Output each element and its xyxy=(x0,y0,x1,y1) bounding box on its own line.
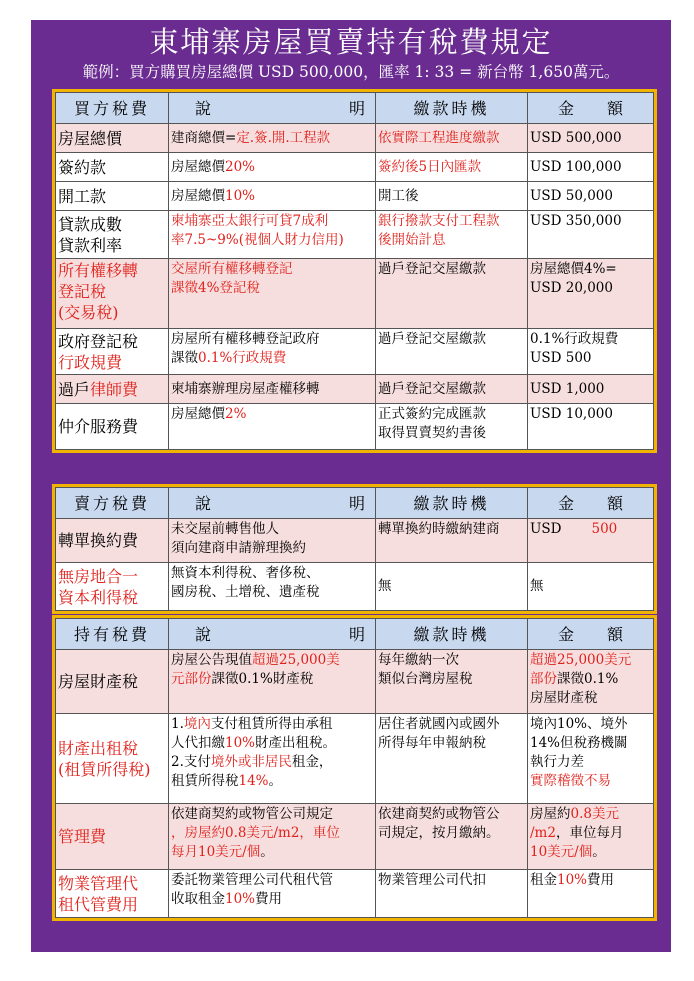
row-description: 委託物業管理公司代租代管 收取租金10%費用 xyxy=(169,870,376,918)
row-description: 無資本利得稅、奢侈稅、 國房稅、土增稅、遺產稅 xyxy=(169,563,376,611)
row-category: 房屋財產稅 xyxy=(56,650,169,714)
row-description: 房屋總價20% xyxy=(169,153,376,182)
row-category: 房屋總價 xyxy=(56,124,169,153)
desc-header: 說 明 xyxy=(169,619,376,650)
buyer-header-row xyxy=(56,93,654,124)
amount-header: 金 額 xyxy=(528,619,654,650)
holding-header-row xyxy=(56,619,654,650)
row-timing: 過戶登記交屋繳款 xyxy=(376,259,528,329)
row-timing: 過戶登記交屋繳款 xyxy=(376,375,528,404)
row-category: 所有權移轉 登記稅 (交易稅) xyxy=(56,259,169,329)
row-amount: 租金10%費用 xyxy=(528,870,654,918)
row-timing: 居住者就國內或國外 所得每年申報納稅 xyxy=(376,714,528,804)
row-amount: USD 350,000 xyxy=(528,211,654,259)
table-row xyxy=(56,153,654,182)
row-category: 過戶律師費 xyxy=(56,375,169,404)
row-category: 政府登記稅 行政規費 xyxy=(56,329,169,375)
row-category: 開工款 xyxy=(56,182,169,211)
seller-section-title: 賣方稅費 xyxy=(56,488,169,519)
timing-header: 繳款時機 xyxy=(376,619,528,650)
row-timing: 無 xyxy=(376,563,528,611)
table-row xyxy=(56,519,654,563)
table-row xyxy=(56,211,654,259)
table-row xyxy=(56,404,654,450)
table-row xyxy=(56,259,654,329)
row-description: 柬埔寨亞太銀行可貸7成利 率7.5~9%(視個人財力信用) xyxy=(169,211,376,259)
row-timing: 每年繳納一次 類似台灣房屋稅 xyxy=(376,650,528,714)
row-description: 房屋總價2% xyxy=(169,404,376,450)
row-timing: 依建商契約或物管公 司規定，按月繳納。 xyxy=(376,804,528,870)
table-row xyxy=(56,375,654,404)
row-description: 房屋總價10% xyxy=(169,182,376,211)
table-row xyxy=(56,329,654,375)
row-timing: 轉單換約時繳納建商 xyxy=(376,519,528,563)
row-amount: 房屋約0.8美元 /m2，車位每月 10美元/個。 xyxy=(528,804,654,870)
row-category: 財產出租稅 (租賃所得稅) xyxy=(56,714,169,804)
table-row xyxy=(56,870,654,918)
row-timing: 開工後 xyxy=(376,182,528,211)
holding-fees-table xyxy=(55,618,654,918)
buyer-section-title: 買方稅費 xyxy=(56,93,169,124)
row-description: 房屋公告現值超過25,000美 元部份課徵0.1%財產稅 xyxy=(169,650,376,714)
holding-section-title: 持有稅費 xyxy=(56,619,169,650)
row-timing: 過戶登記交屋繳款 xyxy=(376,329,528,375)
row-description: 交屋所有權移轉登記 課徵4%登記稅 xyxy=(169,259,376,329)
row-description: 柬埔寨辦理房屋產權移轉 xyxy=(169,375,376,404)
timing-header: 繳款時機 xyxy=(376,488,528,519)
row-timing: 簽約後5日內匯款 xyxy=(376,153,528,182)
desc-header: 說 明 xyxy=(169,488,376,519)
row-description: 建商總價=定.簽.開.工程款 xyxy=(169,124,376,153)
row-timing: 依實際工程進度繳款 xyxy=(376,124,528,153)
table-row xyxy=(56,563,654,611)
row-amount: 無 xyxy=(528,563,654,611)
seller-header-row xyxy=(56,488,654,519)
row-timing: 銀行撥款支付工程款 後開始計息 xyxy=(376,211,528,259)
table-row xyxy=(56,650,654,714)
row-amount: 房屋總價4%= USD 20,000 xyxy=(528,259,654,329)
row-category: 管理費 xyxy=(56,804,169,870)
seller-fees-table xyxy=(55,487,654,611)
row-amount: 0.1%行政規費 USD 500 xyxy=(528,329,654,375)
row-category: 仲介服務費 xyxy=(56,404,169,450)
row-category: 轉單換約費 xyxy=(56,519,169,563)
amount-header: 金 額 xyxy=(528,93,654,124)
table-row xyxy=(56,804,654,870)
row-description: 依建商契約或物管公司規定 ，房屋約0.8美元/m2，車位 每月10美元/個。 xyxy=(169,804,376,870)
row-amount: USD 100,000 xyxy=(528,153,654,182)
row-timing: 正式簽約完成匯款 取得買賣契約書後 xyxy=(376,404,528,450)
buyer-fees-table xyxy=(55,92,654,450)
row-description: 1.境內支付租賃所得由承租 人代扣繳10%財產出租稅。 2.支付境外或非居民租金， 租賃所得稅14%。 xyxy=(169,714,376,804)
row-amount: USD 500,000 xyxy=(528,124,654,153)
purple-panel xyxy=(31,20,671,952)
row-amount: USD 10,000 xyxy=(528,404,654,450)
row-category: 簽約款 xyxy=(56,153,169,182)
page-title: 東埔寨房屋買賣持有稅費規定 xyxy=(149,25,553,59)
table-row xyxy=(56,714,654,804)
row-category: 無房地合一 資本利得稅 xyxy=(56,563,169,611)
desc-header: 說 明 xyxy=(169,93,376,124)
row-amount: USD 50,000 xyxy=(528,182,654,211)
row-category: 貸款成數 貸款利率 xyxy=(56,211,169,259)
row-timing: 物業管理公司代扣 xyxy=(376,870,528,918)
timing-header: 繳款時機 xyxy=(376,93,528,124)
row-description: 房屋所有權移轉登記政府 課徵0.1%行政規費 xyxy=(169,329,376,375)
row-description: 未交屋前轉售他人 須向建商申請辦理換約 xyxy=(169,519,376,563)
example-note: 範例：買方購買房屋總價 USD 500,000，匯率 1: 33 = 新台幣 1,650萬元。 xyxy=(82,63,620,81)
amount-header: 金 額 xyxy=(528,488,654,519)
table-row xyxy=(56,124,654,153)
row-amount: 境內10%、境外 14%但稅務機關 執行力差 實際稽徵不易 xyxy=(528,714,654,804)
row-category: 物業管理代 租代管費用 xyxy=(56,870,169,918)
row-amount: USD 500 xyxy=(528,519,654,563)
row-amount: USD 1,000 xyxy=(528,375,654,404)
table-row xyxy=(56,182,654,211)
row-amount: 超過25,000美元 部份課徵0.1% 房屋財產稅 xyxy=(528,650,654,714)
